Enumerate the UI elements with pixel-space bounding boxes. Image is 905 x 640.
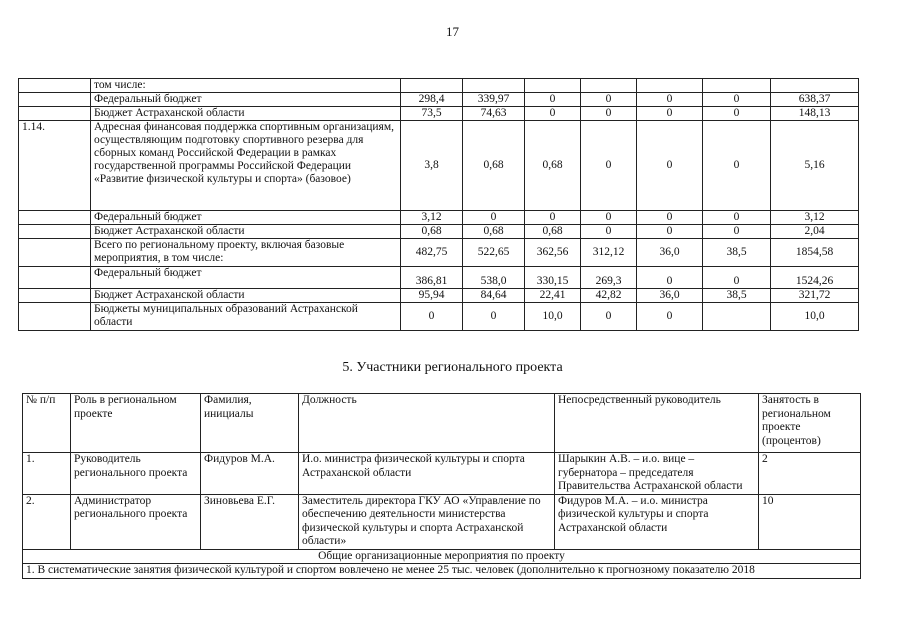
row-value: 321,72 xyxy=(771,289,859,303)
row-label: Федеральный бюджет xyxy=(91,211,401,225)
participant-role: Руководитель регионального проекта xyxy=(71,453,201,495)
budget-row xyxy=(19,225,859,239)
row-value: 330,15 xyxy=(525,267,581,289)
budget-row xyxy=(19,79,859,93)
header-share: Занятость в региональном проекте (процентов) xyxy=(759,394,861,453)
header-name: Фамилия, инициалы xyxy=(201,394,299,453)
row-value: 5,16 xyxy=(771,121,859,211)
participants-table xyxy=(22,393,861,579)
budget-table xyxy=(18,78,859,331)
participant-supervisor: Фидуров М.А. – и.о. министра физической культуры и спорта Астраханской области xyxy=(555,494,759,549)
budget-row xyxy=(19,289,859,303)
participants-header-row xyxy=(23,394,861,453)
row-value: 0,68 xyxy=(401,225,463,239)
participant-supervisor: Шарыкин А.В. – и.о. вице – губернатора – председателя Правительства Астраханской области xyxy=(555,453,759,495)
row-value: 3,8 xyxy=(401,121,463,211)
row-value: 0 xyxy=(637,93,703,107)
participant-row xyxy=(23,494,861,549)
row-value: 312,12 xyxy=(581,239,637,267)
row-label: Федеральный бюджет xyxy=(91,93,401,107)
participant-role: Администратор регионального проекта xyxy=(71,494,201,549)
row-value: 95,94 xyxy=(401,289,463,303)
row-value: 38,5 xyxy=(703,289,771,303)
row-number: 1.14. xyxy=(19,121,91,211)
participant-position: И.о. министра физической культуры и спорта Астраханской области xyxy=(299,453,555,495)
row-value: 0,68 xyxy=(525,225,581,239)
row-value: 0 xyxy=(525,93,581,107)
general-activities-label: Общие организационные мероприятия по проекту xyxy=(23,549,861,564)
row-number xyxy=(19,289,91,303)
row-value: 269,3 xyxy=(581,267,637,289)
row-value xyxy=(637,79,703,93)
budget-row xyxy=(19,107,859,121)
row-value: 84,64 xyxy=(463,289,525,303)
row-value: 2,04 xyxy=(771,225,859,239)
row-value: 0,68 xyxy=(525,121,581,211)
budget-row xyxy=(19,239,859,267)
participant-name: Зиновьева Е.Г. xyxy=(201,494,299,549)
row-value: 0,68 xyxy=(463,121,525,211)
row-value xyxy=(401,79,463,93)
participant-number: 2. xyxy=(23,494,71,549)
header-position: Должность xyxy=(299,394,555,453)
row-value: 0 xyxy=(703,93,771,107)
row-value: 148,13 xyxy=(771,107,859,121)
budget-row xyxy=(19,121,859,211)
row-value: 10,0 xyxy=(525,303,581,331)
row-value: 0 xyxy=(581,93,637,107)
row-value: 0 xyxy=(581,303,637,331)
row-value: 0 xyxy=(581,107,637,121)
section-title: 5. Участники регионального проекта xyxy=(342,360,563,375)
page-number: 17 xyxy=(446,24,459,39)
row-value: 638,37 xyxy=(771,93,859,107)
row-value: 0 xyxy=(637,121,703,211)
row-value: 0 xyxy=(703,211,771,225)
row-number xyxy=(19,303,91,331)
row-value: 0 xyxy=(463,211,525,225)
row-value: 0 xyxy=(637,267,703,289)
header-role: Роль в региональном проекте xyxy=(71,394,201,453)
row-value: 298,4 xyxy=(401,93,463,107)
row-label: Адресная финансовая поддержка спортивным организациям, осуществляющим подготовку спортивного резерва для сборных команд Российской Федерации в рамках государственной программы Российской Федерации «Развитие физической культуры и спорта» (базовое) xyxy=(91,121,401,211)
task-row xyxy=(23,564,861,579)
budget-row xyxy=(19,211,859,225)
task-text: 1. В систематические занятия физической культурой и спортом вовлечено не менее 25 тыс. человек (дополнительно к прогнозному показателю 2018 xyxy=(23,564,861,579)
row-value: 0 xyxy=(637,211,703,225)
row-value: 42,82 xyxy=(581,289,637,303)
row-label: Всего по региональному проекту, включая базовые мероприятия, в том числе: xyxy=(91,239,401,267)
row-value: 3,12 xyxy=(401,211,463,225)
row-label: Федеральный бюджет xyxy=(91,267,401,289)
participant-number: 1. xyxy=(23,453,71,495)
row-value: 1854,58 xyxy=(771,239,859,267)
row-value: 74,63 xyxy=(463,107,525,121)
row-value: 0 xyxy=(703,225,771,239)
row-value: 0 xyxy=(581,211,637,225)
row-value: 362,56 xyxy=(525,239,581,267)
row-value: 0 xyxy=(581,121,637,211)
budget-row xyxy=(19,93,859,107)
row-value: 0 xyxy=(525,107,581,121)
row-value: 3,12 xyxy=(771,211,859,225)
row-value: 0 xyxy=(525,211,581,225)
row-value: 0,68 xyxy=(463,225,525,239)
header-number: № п/п xyxy=(23,394,71,453)
row-value: 22,41 xyxy=(525,289,581,303)
row-value xyxy=(463,79,525,93)
row-label: Бюджет Астраханской области xyxy=(91,107,401,121)
row-value: 0 xyxy=(703,121,771,211)
row-number xyxy=(19,79,91,93)
row-value: 522,65 xyxy=(463,239,525,267)
row-value: 10,0 xyxy=(771,303,859,331)
header-supervisor: Непосредственный руководитель xyxy=(555,394,759,453)
row-label: Бюджет Астраханской области xyxy=(91,289,401,303)
row-number xyxy=(19,225,91,239)
row-value: 73,5 xyxy=(401,107,463,121)
row-value: 38,5 xyxy=(703,239,771,267)
row-value: 386,81 xyxy=(401,267,463,289)
row-value: 482,75 xyxy=(401,239,463,267)
row-label: Бюджет Астраханской области xyxy=(91,225,401,239)
row-number xyxy=(19,239,91,267)
participant-name: Фидуров М.А. xyxy=(201,453,299,495)
row-value: 36,0 xyxy=(637,289,703,303)
row-number xyxy=(19,107,91,121)
row-value xyxy=(581,79,637,93)
row-value: 0 xyxy=(463,303,525,331)
participant-row xyxy=(23,453,861,495)
participant-position: Заместитель директора ГКУ АО «Управление по обеспечению деятельности министерства физической культуры и спорта Астраханской области» xyxy=(299,494,555,549)
row-value xyxy=(771,79,859,93)
general-activities-row xyxy=(23,549,861,564)
participant-share: 10 xyxy=(759,494,861,549)
row-value: 0 xyxy=(581,225,637,239)
row-value: 0 xyxy=(637,303,703,331)
row-number xyxy=(19,211,91,225)
row-value: 0 xyxy=(703,107,771,121)
row-value: 538,0 xyxy=(463,267,525,289)
row-label: Бюджеты муниципальных образований Астраханской области xyxy=(91,303,401,331)
row-label: том числе: xyxy=(91,79,401,93)
row-number xyxy=(19,93,91,107)
row-number xyxy=(19,267,91,289)
row-value: 339,97 xyxy=(463,93,525,107)
row-value: 0 xyxy=(637,107,703,121)
row-value xyxy=(703,303,771,331)
row-value: 36,0 xyxy=(637,239,703,267)
row-value: 0 xyxy=(637,225,703,239)
row-value: 0 xyxy=(703,267,771,289)
budget-row xyxy=(19,267,859,289)
row-value xyxy=(703,79,771,93)
participant-share: 2 xyxy=(759,453,861,495)
row-value xyxy=(525,79,581,93)
row-value: 0 xyxy=(401,303,463,331)
budget-row xyxy=(19,303,859,331)
row-value: 1524,26 xyxy=(771,267,859,289)
